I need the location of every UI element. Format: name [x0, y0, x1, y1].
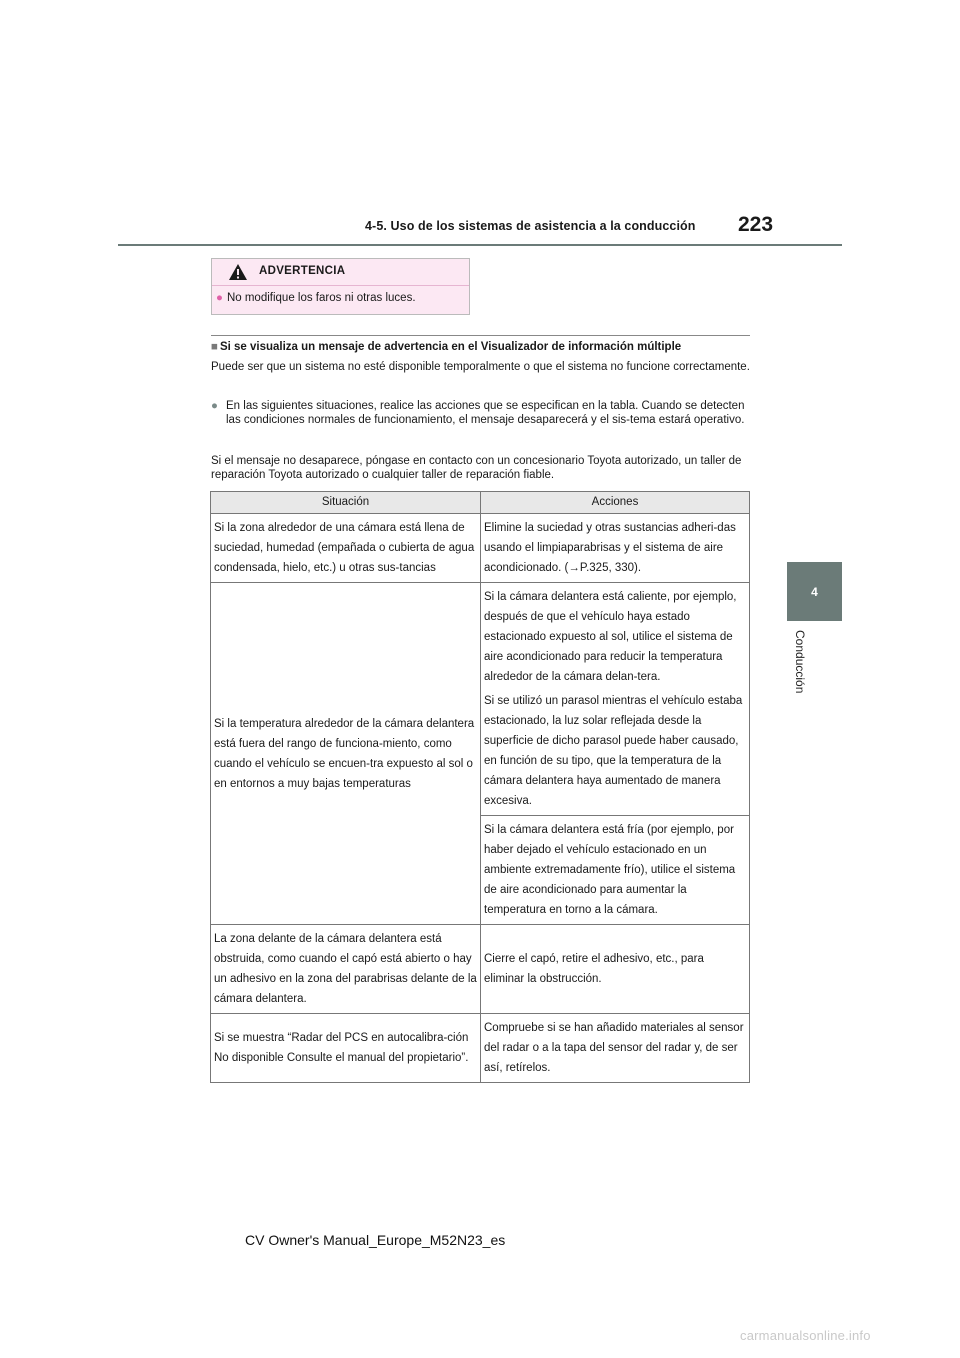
action-cell: Elimine la suciedad y otras sustancias adheri-das usando el limpiaparabrisas y el sistema de aire acondicionado. (→P.325, 330).: [481, 514, 750, 583]
warning-title: ADVERTENCIA: [259, 265, 346, 277]
warning-header: [212, 259, 469, 286]
section-intro: Puede ser que un sistema no esté disponible temporalmente o que el sistema no funcione correctamente.: [211, 361, 750, 373]
action-cell: [481, 583, 750, 816]
table-header-cell: Acciones: [481, 492, 750, 514]
section-heading: ■ Si se visualiza un mensaje de advertencia en el Visualizador de información múltiple: [211, 341, 682, 353]
table-row: [211, 583, 750, 816]
bullet-icon: ●: [211, 400, 218, 412]
action-paragraph: Si se utilizó un parasol mientras el vehículo estaba estacionado, la luz solar reflejada desde la superficie de dicho parasol puede haber causado, en función de su tipo, que la temperatura de la cámara delantera haya aumentado de manera excesiva.: [484, 695, 743, 807]
section-note: Si el mensaje no desaparece, póngase en contacto con un concesionario Toyota autorizado, un taller de reparación Toyota autorizado o cualquier taller de reparación fiable.: [211, 455, 742, 481]
table-header-cell: Situación: [211, 492, 481, 514]
chapter-label: Conducción: [793, 630, 807, 694]
section-bullet: ● En las siguientes situaciones, realice las acciones que se especifican en la tabla. Cuando se detecten las condiciones normales de funcionamiento, el mensaje desaparecerá y el sis-tema estará operativo.: [211, 400, 745, 426]
situation-cell: La zona delante de la cámara delantera está obstruida, como cuando el capó está abierto o hay un adhesivo en la zona del parabrisas delante de la cámara delantera.: [211, 925, 481, 1014]
page-number: 223: [738, 213, 774, 236]
chapter-number: 4: [811, 584, 818, 599]
table-row: [211, 1014, 750, 1083]
table-row: [211, 925, 750, 1014]
warning-triangle-icon: [228, 263, 248, 286]
watermark[interactable]: carmanualsonline.info: [740, 1328, 871, 1343]
header-section-title: 4-5. Uso de los sistemas de asistencia a la conducción: [365, 219, 696, 233]
action-paragraph: Si la cámara delantera está caliente, por ejemplo, después de que el vehículo haya estado estacionado expuesto al sol, utilice el sistema de aire acondicionado para reducir la temperatura alrededor de la cámara delan-tera.: [484, 591, 737, 683]
footer-manual-name: CV Owner's Manual_Europe_M52N23_es: [245, 1232, 506, 1248]
warning-box: [211, 258, 470, 315]
warning-item: [216, 292, 416, 304]
action-cell: Si la cámara delantera está fría (por ejemplo, por haber dejado el vehículo estacionado en un ambiente extremadamente frío), utilice el sistema de aire acondicionado para aumentar la temperatura en torno a la cámara.: [481, 816, 750, 925]
square-bullet-icon: ■: [211, 341, 218, 353]
section-divider: [211, 335, 750, 336]
situation-cell: Si la temperatura alrededor de la cámara delantera está fuera del rango de funciona-miento, como cuando el vehículo se encuen-tra expuesto al sol o en entornos a muy bajas temperaturas: [211, 583, 481, 925]
header-divider: [118, 244, 842, 246]
bullet-icon: ●: [216, 292, 223, 304]
warning-item-text: No modifique los faros ni otras luces.: [226, 292, 416, 304]
table-row: [211, 514, 750, 583]
table-header-row: [211, 492, 750, 514]
situation-cell: Si la zona alrededor de una cámara está llena de suciedad, humedad (empañada o cubierta de agua condensada, hielo, etc.) u otras sus-tancias: [211, 514, 481, 583]
action-cell: Compruebe si se han añadido materiales al sensor del radar o a la tapa del sensor del radar y, de ser así, retírelos.: [481, 1014, 750, 1083]
situations-table: [210, 491, 750, 1083]
situation-cell: Si se muestra “Radar del PCS en autocalibra-ción No disponible Consulte el manual del propietario”.: [211, 1014, 481, 1083]
chapter-tab[interactable]: [787, 562, 842, 621]
action-cell: Cierre el capó, retire el adhesivo, etc., para eliminar la obstrucción.: [481, 925, 750, 1014]
